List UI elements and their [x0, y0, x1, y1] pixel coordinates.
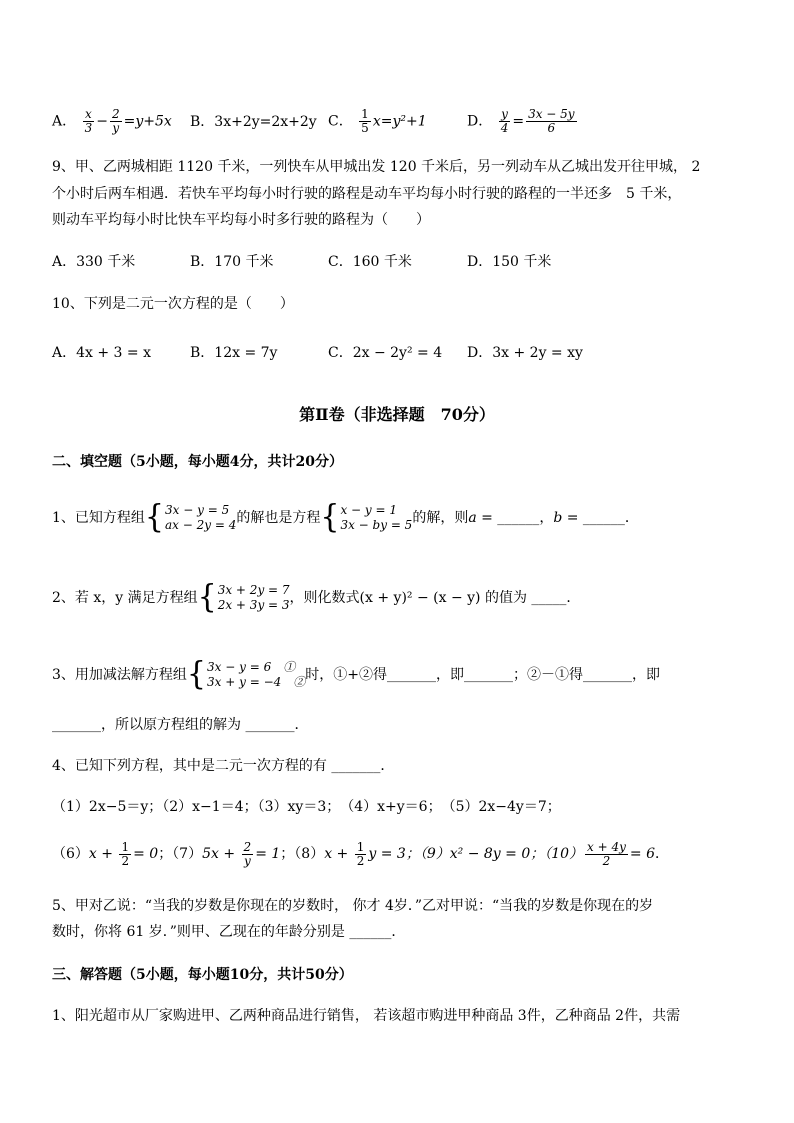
- q9-option-b: B．170 千米: [190, 254, 274, 270]
- q8-option-b: B．3x+2y=2x+2y: [190, 114, 317, 130]
- q10-option-d: D．3x + 2y = xy: [467, 345, 583, 361]
- q9-option-c: C．160 千米: [328, 254, 412, 270]
- q10-option-c: C．2x − 2y² = 4: [328, 345, 443, 361]
- q10-option-b: B．12x = 7y: [190, 345, 278, 361]
- solve-question-1: 1、阳光超市从厂家购进甲、乙两种商品进行销售， 若该超市购进甲种商品 3件，乙种商品 2件，共需: [52, 1008, 681, 1024]
- fill-question-4-row1: （1）2x−5＝y；（2）x−1＝4；（3）xy＝3； （4）x+y＝6； （5）2x−4y＝7；: [52, 799, 561, 815]
- q9-option-a: A．330 千米: [52, 254, 136, 270]
- q9-option-d: D．150 千米: [467, 254, 552, 270]
- q8-option-d: D． $\frac{y}{4}$ = $\frac{3x - 5y}{6}$: [467, 107, 575, 135]
- fill-question-2: 2、若 x，y 满足方程组 { 3x + 2y = 7 2x + 3y = 3 ，则化数式(x + y)² − (x − y) 的值为 _____．: [52, 579, 581, 616]
- fill-question-3: 3、用加减法解方程组 { 3x − y = 6 ① 3x + y = −4 ② 时，①+②得_______，即_______；②－①得_______，即: [52, 656, 660, 693]
- fill-question-5-line1: 5、甲对乙说：“当我的岁数是你现在的岁数时， 你才 4岁．”乙对甲说：“当我的岁数是你现在的岁: [52, 898, 654, 914]
- q10-option-a: A．4x + 3 = x: [52, 345, 151, 361]
- fill-question-1: 1、已知方程组 { 3x − y = 5 ax − 2y = 4 的解也是方程 { x − y = 1 3x − by = 5 的解，则a = ______，b = ______．: [52, 499, 639, 536]
- section3-heading: 三、解答题（5小题，每小题10分，共计50分）: [52, 967, 353, 983]
- q9-stem-line2: 个小时后两车相遇．若快车平均每小时行驶的路程是动车平均每小时行驶的路程的一半还多 5 千米，: [52, 186, 682, 202]
- q8-option-c: C． $\frac{1}{5}$ x=y²+1: [328, 107, 427, 135]
- fill-question-5-line2: 数时，你将 61 岁．”则甲、乙现在的年龄分别是 ______．: [52, 924, 406, 940]
- part2-title: 第Ⅱ卷（非选择题 70分）: [299, 405, 495, 424]
- fill-question-4-stem: 4、已知下列方程，其中是二元一次方程的有 _______．: [52, 758, 395, 774]
- q9-stem-line1: 9、甲、乙两城相距 1120 千米，一列快车从甲城出发 120 千米后，另一列动车从乙城出发开往甲城， 2: [52, 159, 701, 175]
- q9-stem-line3: 则动车平均每小时比快车平均每小时多行驶的路程为（ ）: [52, 212, 430, 228]
- q10-stem: 10、下列是二元一次方程的是（ ）: [52, 296, 294, 312]
- fill-question-4-row2: （6）x + $\frac{1}{2}$ = 0；（7）5x + $\frac{2}{y}$ = 1；（8）x + $\frac{1}{2}$ y = 3；（9）x² − 8y = 0；（10） $\frac{x + 4y}{2}$ = 6．: [52, 839, 670, 868]
- q8-option-a: A． $\frac{x}{3}$ − $\frac{2}{y}$ =y+5x: [52, 107, 172, 135]
- section2-heading: 二、填空题（5小题，每小题4分，共计20分）: [52, 454, 343, 470]
- fill-question-3-line2: _______，所以原方程组的解为 _______．: [52, 717, 309, 733]
